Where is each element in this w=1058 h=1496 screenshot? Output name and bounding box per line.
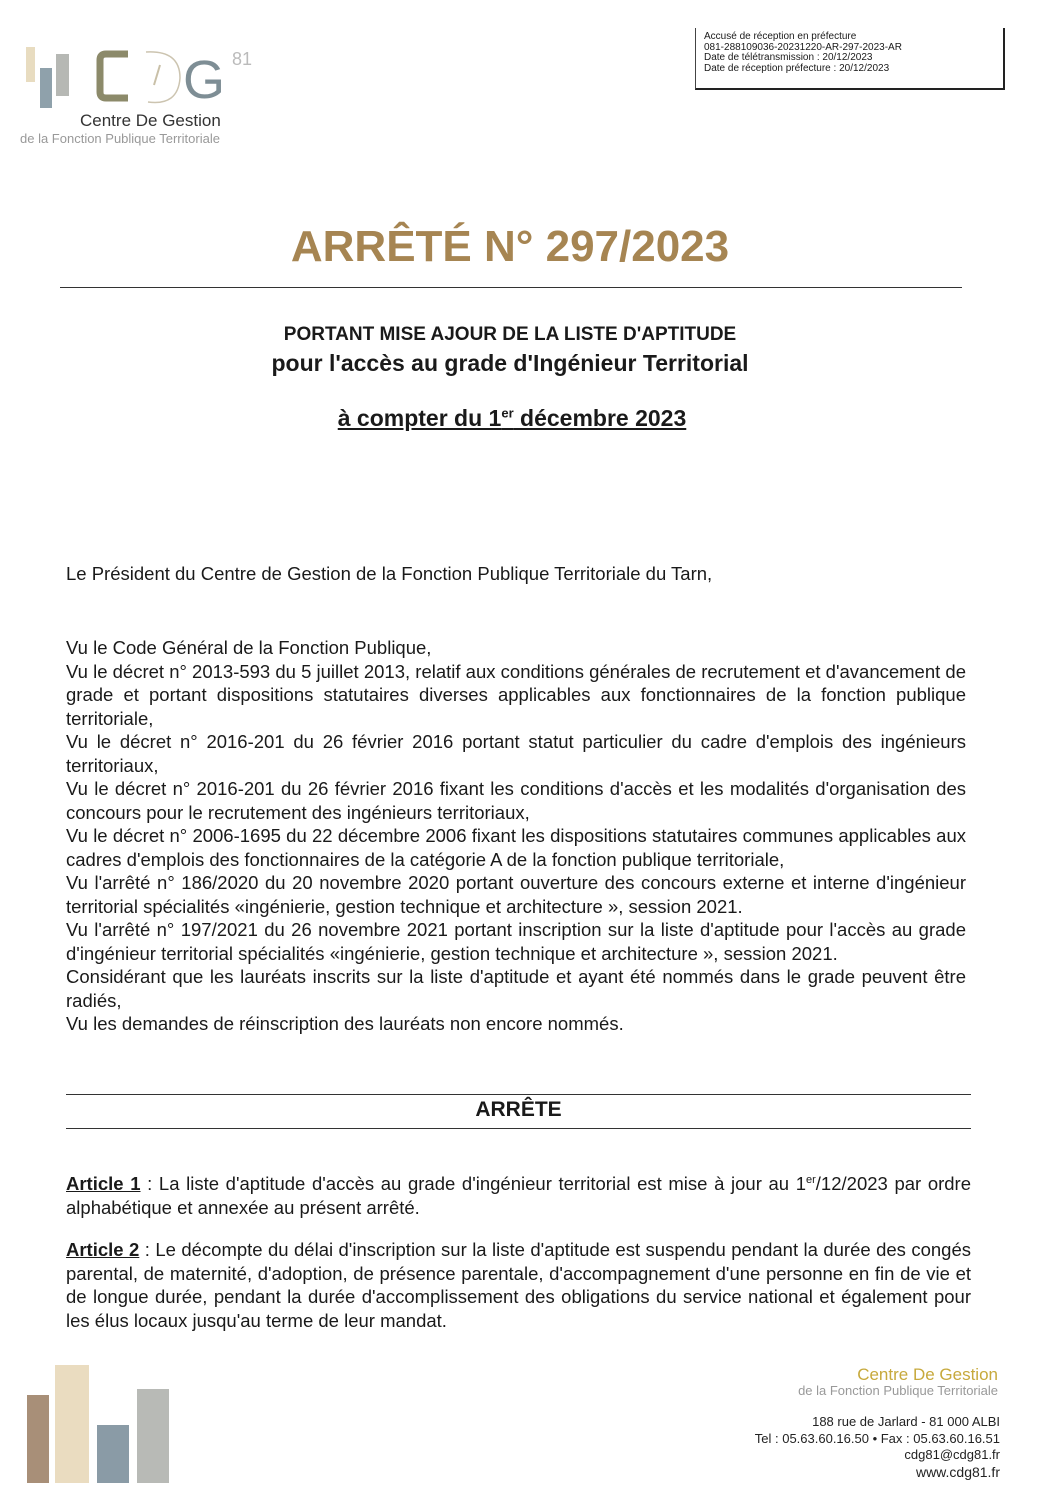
date-suffix: décembre 2023 bbox=[513, 405, 687, 431]
date-sup: er bbox=[501, 405, 514, 421]
subtitle-line-1: PORTANT MISE AJOUR DE LA LISTE D'APTITUDE bbox=[283, 324, 737, 345]
article-2-text: : Le décompte du délai d'inscription sur la liste d'aptitude est suspendu pendant la durée des congés parental, de maternité, d'adoption, de présence parentale, d'accompagnement d'une personne en fin de vie et de longue durée, pendant la durée d'accomplissement des obligations du service national et également pour les élus locaux jusqu'au terme de leur mandat. bbox=[66, 1239, 972, 1331]
prefecture-receipt-stamp bbox=[695, 28, 1005, 90]
footer-email[interactable]: cdg81@cdg81.fr bbox=[904, 1447, 1000, 1462]
footer-address: 188 rue de Jarlard - 81 000 ALBI bbox=[812, 1414, 1000, 1429]
consideration: Vu le décret n° 2013-593 du 5 juillet 2013, relatif aux conditions générales de recrutement et d'avancement de grade et portant dispositions statutaires diverses applicables aux fonctionnaires de la fonction publique territoriale, bbox=[66, 660, 966, 729]
article-1-sup: er bbox=[806, 1174, 816, 1186]
stamp-line: Date de télétransmission : 20/12/2023 bbox=[704, 52, 873, 63]
svg-text:G: G bbox=[183, 50, 226, 110]
subtitle-line-2: pour l'accès au grade d'Ingénieur Territorial bbox=[271, 350, 749, 376]
article-1 bbox=[66, 1169, 971, 1219]
intro-paragraph: Le Président du Centre de Gestion de la Fonction Publique Territoriale du Tarn, bbox=[66, 563, 713, 584]
svg-text:81: 81 bbox=[232, 49, 253, 69]
article-1-text-end: /12/2023 par ordre alphabétique et annexée au présent arrêté. bbox=[66, 1173, 972, 1218]
article-2 bbox=[66, 1238, 971, 1332]
footer-bars-logo bbox=[25, 1365, 175, 1485]
consideration: Vu le décret n° 2006-1695 du 22 décembre 2006 fixant les dispositions statutaires communes applicables aux cadres d'emplois des fonctionnaires de la catégorie A de la fonction publique territoriale, bbox=[66, 825, 966, 870]
footer-subtitle: de la Fonction Publique Territoriale bbox=[798, 1383, 998, 1398]
arrete-heading: ARRÊTE bbox=[66, 1094, 971, 1129]
footer-contact bbox=[755, 1414, 1000, 1480]
consideration: Vu l'arrêté n° 197/2021 du 26 novembre 2021 portant inscription sur la liste d'aptitude pour l'accès au grade d'ingénieur territorial spécialités «ingénierie, gestion technique et architecture », session 2021. bbox=[66, 919, 966, 964]
consideration: Vu le décret n° 2016-201 du 26 février 2016 fixant les conditions d'accès et les modalités d'organisation des concours pour le recrutement des ingénieurs territoriaux, bbox=[66, 778, 966, 823]
article-1-text: : La liste d'aptitude d'accès au grade d'ingénieur territorial est mise à jour au 1 bbox=[140, 1173, 807, 1195]
article-2-label: Article 2 bbox=[66, 1239, 140, 1260]
stamp-line: Accusé de réception en préfecture bbox=[704, 31, 857, 42]
effective-date bbox=[0, 405, 1024, 432]
consideration: Considérant que les lauréats inscrits sur la liste d'aptitude et ayant été nommés dans le grade peuvent être radiés, bbox=[66, 966, 966, 1011]
consideration: Vu les demandes de réinscription des lauréats non encore nommés. bbox=[66, 1013, 624, 1034]
footer-name: Centre De Gestion bbox=[857, 1365, 998, 1384]
considerations-list bbox=[66, 636, 966, 1036]
date-prefix: à compter du 1 bbox=[337, 405, 502, 431]
consideration: Vu le Code Général de la Fonction Publique, bbox=[66, 637, 432, 658]
logo-name: Centre De Gestion bbox=[80, 111, 221, 130]
article-1-label: Article 1 bbox=[66, 1173, 141, 1195]
stamp-line: 081-288109036-20231220-AR-297-2023-AR bbox=[704, 41, 902, 53]
consideration: Vu l'arrêté n° 186/2020 du 20 novembre 2020 portant ouverture des concours externe et interne d'ingénieur territorial spécialités «ingénierie, gestion technique et architecture », session 2021. bbox=[66, 872, 966, 917]
footer-phone-fax: Tel : 05.63.60.16.50 • Fax : 05.63.60.16.51 bbox=[754, 1430, 1000, 1446]
document-title: ARRÊTÉ N° 297/2023 bbox=[290, 222, 730, 271]
title-divider bbox=[60, 287, 962, 288]
footer-website[interactable]: www.cdg81.fr bbox=[915, 1463, 1000, 1480]
consideration: Vu le décret n° 2016-201 du 26 février 2016 portant statut particulier du cadre d'emplois des ingénieurs territoriaux, bbox=[66, 731, 966, 776]
logo-subtitle: de la Fonction Publique Territoriale bbox=[20, 131, 220, 146]
stamp-line: Date de réception préfecture : 20/12/2023 bbox=[704, 62, 890, 74]
